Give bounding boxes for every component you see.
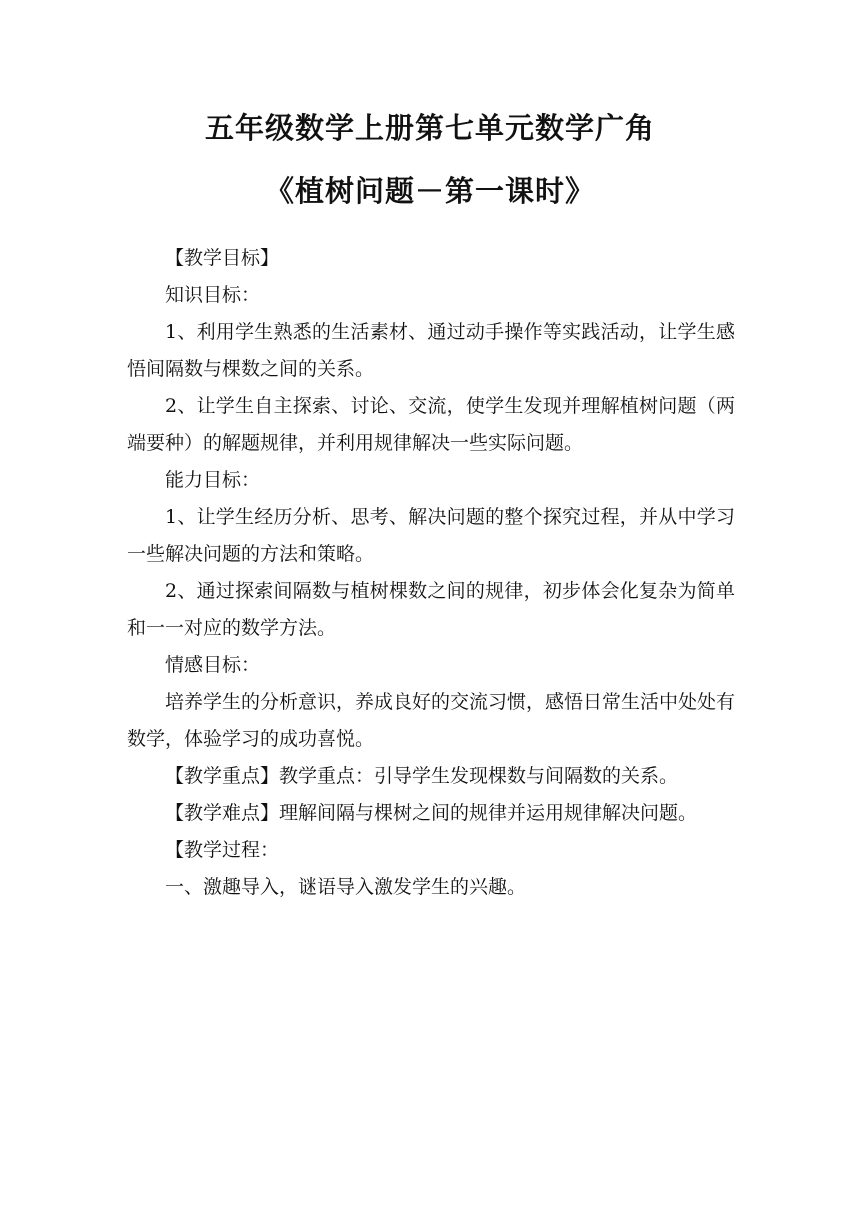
key-point-paragraph — [127, 758, 735, 795]
document-body — [127, 240, 735, 906]
difficulty-paragraph — [127, 795, 735, 832]
process-step-1: 一、激趣导入，谜语导入激发学生的兴趣。 — [165, 876, 527, 898]
ability-heading: 能力目标： — [165, 469, 261, 491]
difficulty-text: 理解间隔与棵树之间的规律并运用规律解决问题。 — [279, 802, 698, 824]
document-subtitle: 《植树问题－第一课时》 — [264, 174, 595, 208]
knowledge-item-1: 1、利用学生熟悉的生活素材、通过动手操作等实践活动，让学生感悟间隔数与棵数之间的关系。 — [127, 321, 735, 380]
emotion-heading: 情感目标： — [165, 654, 261, 676]
key-point-label: 【教学重点】 — [165, 765, 280, 787]
knowledge-item-2: 2、让学生自主探索、讨论、交流，使学生发现并理解植树问题（两端要种）的解题规律，并利用规律解决一些实际问题。 — [127, 395, 735, 454]
ability-item-2: 2、通过探索间隔数与植树棵数之间的规律，初步体会化复杂为简单和一一对应的数学方法。 — [127, 580, 735, 639]
process-heading: 【教学过程： — [165, 839, 280, 861]
goals-heading: 【教学目标】 — [165, 247, 280, 269]
difficulty-label: 【教学难点】 — [165, 802, 280, 824]
ability-item-1: 1、让学生经历分析、思考、解决问题的整个探究过程，并从中学习一些解决问题的方法和策略。 — [127, 506, 735, 565]
knowledge-heading: 知识目标： — [165, 284, 261, 306]
emotion-item-1: 培养学生的分析意识，养成良好的交流习惯，感悟日常生活中处处有数学，体验学习的成功喜悦。 — [127, 691, 736, 750]
key-point-text: 教学重点：引导学生发现棵数与间隔数的关系。 — [279, 765, 679, 787]
document-title: 五年级数学上册第七单元数学广角 — [204, 111, 655, 145]
